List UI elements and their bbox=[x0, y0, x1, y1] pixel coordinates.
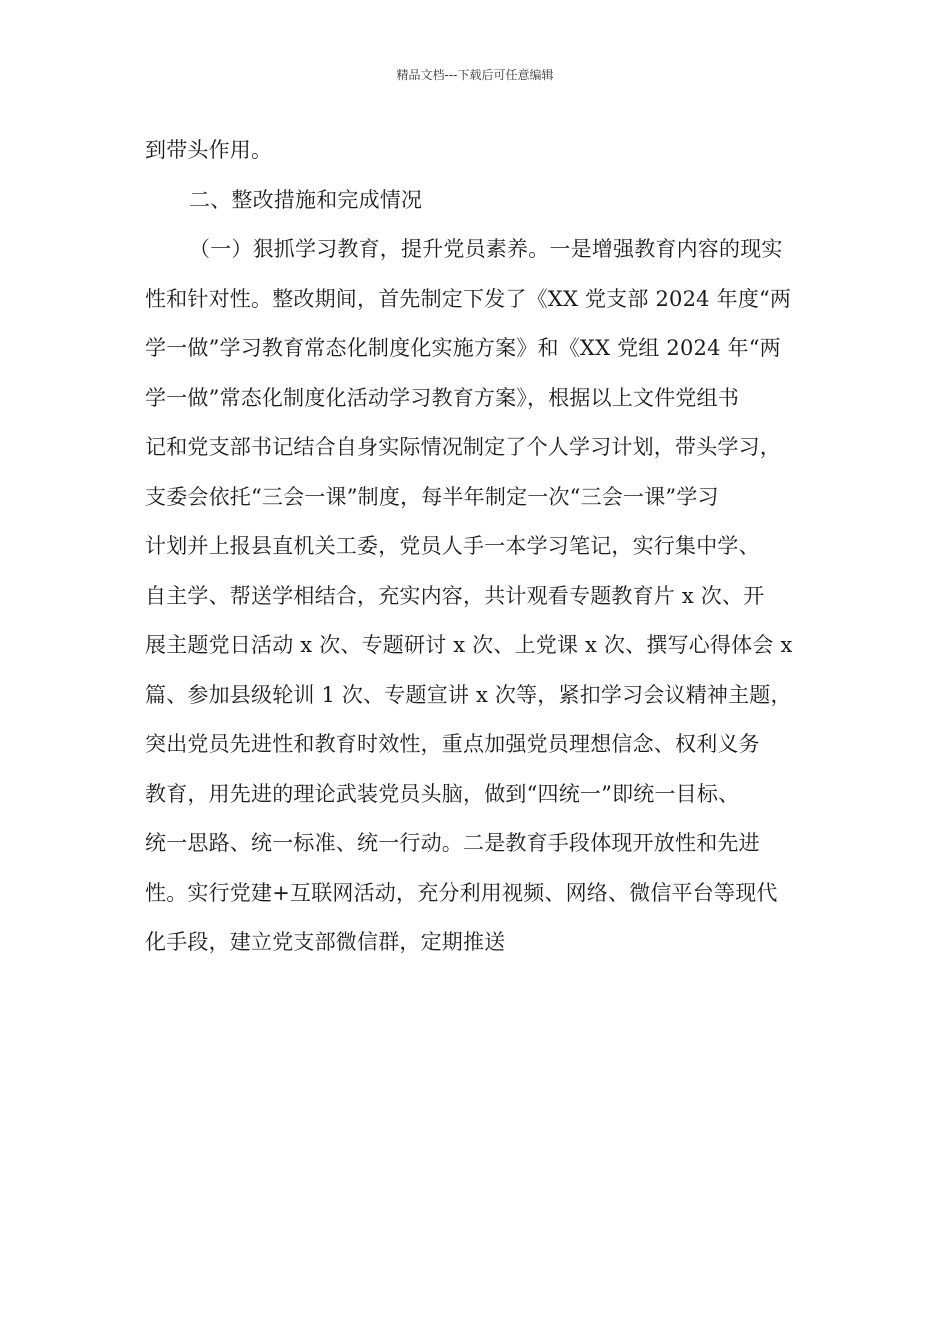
text-line: 支委会依托“三会一课”制度，每半年制定一次“三会一课”学习 bbox=[145, 484, 719, 509]
text-line: 统一思路、统一标准、统一行动。二是教育手段体现开放性和先进 bbox=[145, 831, 760, 855]
text-line: 篇、参加县级轮训 1 次、专题宣讲 x 次等，紧扣学习会议精神主题， bbox=[145, 682, 792, 707]
document-body bbox=[145, 130, 825, 972]
text-line: 化手段，建立党支部微信群，定期推送 bbox=[145, 930, 506, 954]
text-line: 突出党员先进性和教育时效性，重点加强党员理想信念、权利义务 bbox=[145, 732, 760, 756]
text-line: 展主题党日活动 x 次、专题研讨 x 次、上党课 x 次、撰写心得体会 x bbox=[145, 633, 793, 657]
page-header: 精品文档---下载后可任意编辑 bbox=[396, 68, 554, 82]
text-line: （一）狠抓学习教育，提升党员素养。一是增强教育内容的现实 bbox=[189, 237, 783, 261]
text-line: 计划并上报县直机关工委，党员人手一本学习笔记，实行集中学、 bbox=[145, 534, 760, 558]
text-line: 自主学、帮送学相结合，充实内容，共计观看专题教育片 x 次、开 bbox=[145, 583, 765, 608]
section-heading: 二、整改措施和完成情况 bbox=[189, 187, 423, 212]
text-line: 记和党支部书记结合自身实际情况制定了个人学习计划，带头学习， bbox=[145, 435, 781, 459]
text-line: 性。实行党建+互联网活动，充分利用视频、网络、微信平台等现代 bbox=[145, 880, 778, 905]
text-line: 教育，用先进的理论武装党员头脑，做到“四统一”即统一目标、 bbox=[145, 781, 740, 806]
text-line: 性和针对性。整改期间，首先制定下发了《XX 党支部 2024 年度“两 bbox=[145, 286, 792, 311]
text-line: 到带头作用。 bbox=[145, 138, 273, 162]
text-line: 学一做”学习教育常态化制度化实施方案》和《XX 党组 2024 年“两 bbox=[145, 336, 781, 360]
text-line: 学一做”常态化制度化活动学习教育方案》，根据以上文件党组书 bbox=[145, 385, 740, 410]
